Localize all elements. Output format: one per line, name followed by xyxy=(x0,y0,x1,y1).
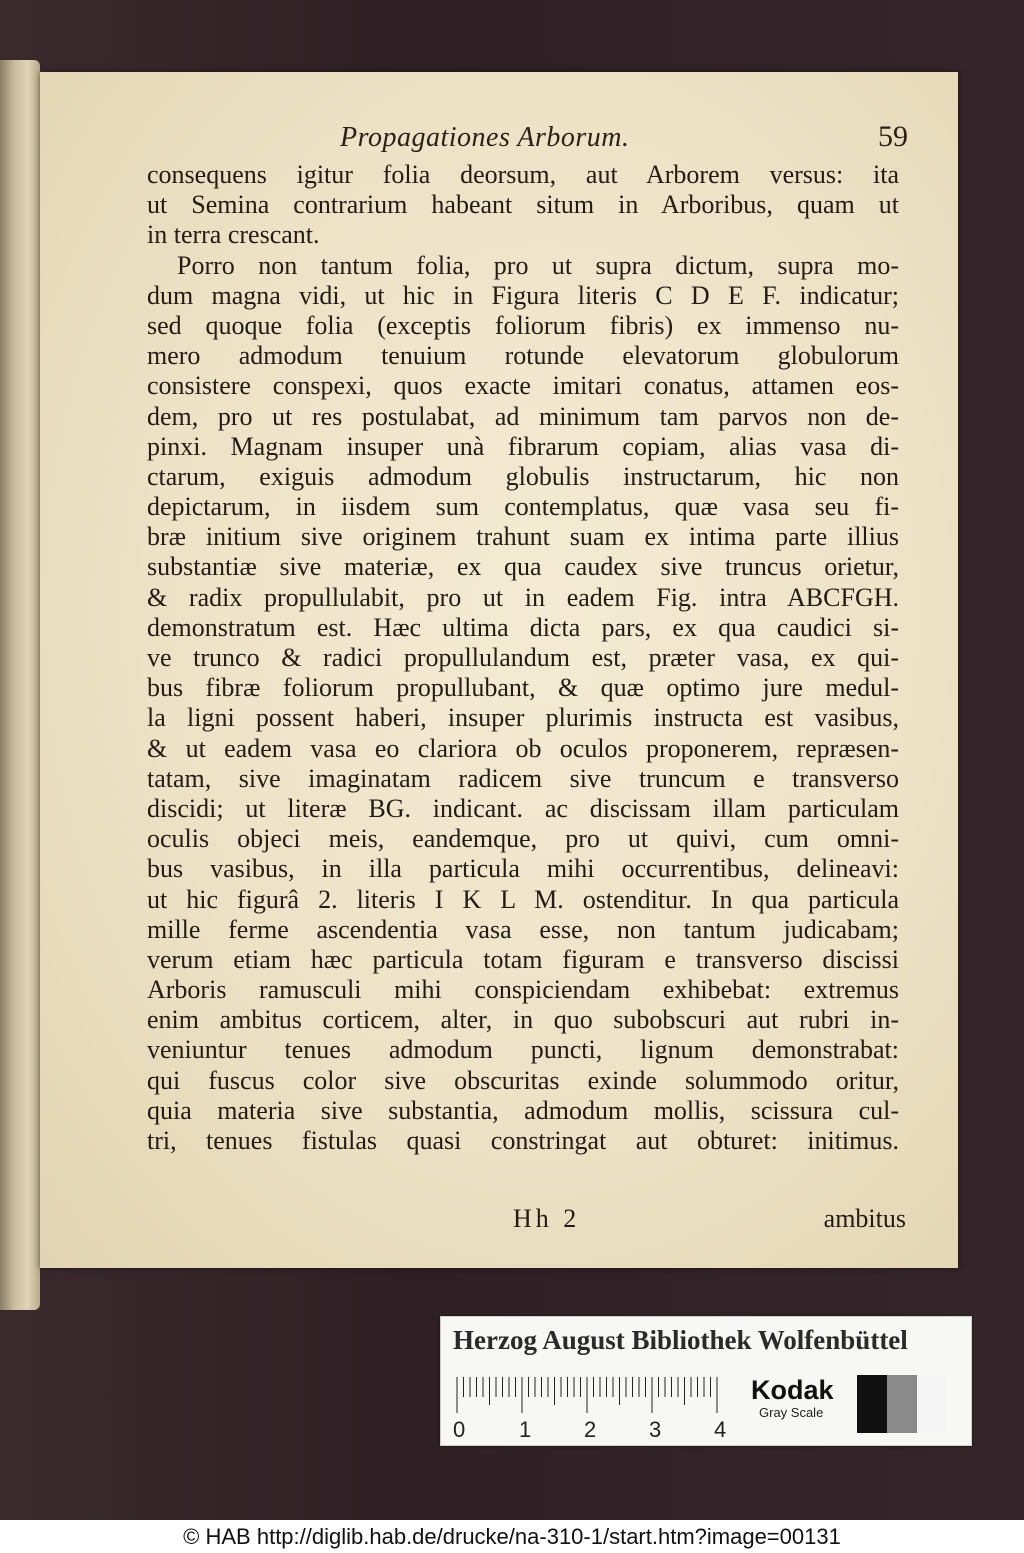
text-line: oculis objeci meis, eandemque, pro ut quivi, cum omni- xyxy=(147,824,899,854)
scale-number: 0 xyxy=(453,1417,466,1442)
text-line: & radix propullulabit, pro ut in eadem Fig. intra ABCFGH. xyxy=(147,582,899,612)
text-line: quia materia sive substantia, admodum mollis, scissura cul- xyxy=(147,1095,899,1125)
scale-ruler xyxy=(455,1377,725,1413)
catchword: ambitus xyxy=(823,1204,906,1233)
copyright-symbol: © xyxy=(183,1524,200,1549)
footer-credit xyxy=(0,1520,1024,1553)
text-line: ut hic figurâ 2. literis I K L M. ostenditur. In qua particula xyxy=(147,884,899,914)
scale-number: 3 xyxy=(649,1417,662,1442)
text-line: dum magna vidi, ut hic in Figura literis C D E F. indicatur; xyxy=(147,280,899,310)
page-number: 59 xyxy=(878,120,908,153)
text-line: Arboris ramusculi mihi conspiciendam exhibebat: extremus xyxy=(147,975,899,1005)
text-line: verum etiam hæc particula totam figuram e transverso discissi xyxy=(147,944,899,974)
text-line: ctarum, exiguis admodum globulis instructarum, hic non xyxy=(147,461,899,491)
book-page xyxy=(40,72,958,1268)
text-line: discidi; ut literæ BG. indicant. ac discissam illam particulam xyxy=(147,793,899,823)
scale-number: 4 xyxy=(714,1417,727,1442)
body-text xyxy=(147,160,899,1156)
text-line: in terra crescant. xyxy=(147,220,320,250)
scale-number: 1 xyxy=(519,1417,532,1442)
text-line: mille ferme ascendentia vasa esse, non tantum judicabam; xyxy=(147,914,899,944)
text-line: qui fuscus color sive obscuritas exinde solummodo oritur, xyxy=(147,1065,899,1095)
text-line: dem, pro ut res postulabat, ad minimum tam parvos non de- xyxy=(147,401,899,431)
text-line: substantiæ sive materiæ, ex qua caudex sive truncus orietur, xyxy=(147,552,899,582)
text-line: & ut eadem vasa eo clariora ob oculos proponerem, repræsen- xyxy=(147,733,899,763)
text-line: bus vasibus, in illa particula mihi occurrentibus, delineavi: xyxy=(147,854,899,884)
kodak-logo: Kodak xyxy=(751,1375,834,1405)
text-line: enim ambitus corticem, alter, in quo subobscuri aut rubri in- xyxy=(147,1005,899,1035)
text-line: tri, tenues fistulas quasi constringat aut obturet: initimus. xyxy=(147,1126,899,1155)
library-name: Herzog August Bibliothek Wolfenbüttel xyxy=(453,1325,908,1355)
color-reference-card xyxy=(440,1316,972,1446)
text-line: bræ initium sive originem trahunt suam ex intima parte illius xyxy=(147,522,899,552)
text-line: mero admodum tenuium rotunde elevatorum globulorum xyxy=(147,341,899,371)
text-line: tatam, sive imaginatam radicem sive truncum e transverso xyxy=(147,763,899,793)
text-line: ut Semina contrarium habeant situm in Arboribus, quam ut xyxy=(147,190,899,220)
text-line: depictarum, in iisdem sum contemplatus, quæ vasa seu fi- xyxy=(147,492,899,522)
text-line: la ligni possent haberi, insuper plurimis instructa est vasibus, xyxy=(147,703,899,733)
swatch-gray xyxy=(887,1375,917,1433)
text-line: consequens igitur folia deorsum, aut Arborem versus: ita xyxy=(147,160,899,189)
scale-number: 2 xyxy=(584,1417,597,1442)
text-line: ve trunco & radici propullulandum est, præter vasa, ex qui- xyxy=(147,643,899,672)
swatch-black xyxy=(857,1375,887,1433)
signature-mark: Hh 2 xyxy=(513,1204,581,1233)
gray-scale-label: Gray Scale xyxy=(759,1405,824,1420)
text-line: demonstratum est. Hæc ultima dicta pars, ex qua caudici si- xyxy=(147,612,899,642)
text-line: veniuntur tenues admodum puncti, lignum demonstrabat: xyxy=(147,1035,899,1065)
text-line: pinxi. Magnam insuper unà fibrarum copiam, alias vasa di- xyxy=(147,431,899,461)
facing-page-edge xyxy=(0,60,40,1310)
text-line: Porro non tantum folia, pro ut supra dictum, supra mo- xyxy=(177,250,899,280)
swatch-white xyxy=(917,1375,947,1433)
text-line: sed quoque folia (exceptis foliorum fibris) ex immenso nu- xyxy=(147,310,899,340)
running-head: Propagationes Arborum. xyxy=(340,122,630,153)
text-line: bus fibræ foliorum propullubant, & quæ optimo jure medul- xyxy=(147,673,899,703)
text-line: consistere conspexi, quos exacte imitari conatus, attamen eos- xyxy=(147,371,899,401)
footer-url: HAB http://diglib.hab.de/drucke/na-310-1/start.htm?image=00131 xyxy=(205,1524,841,1549)
